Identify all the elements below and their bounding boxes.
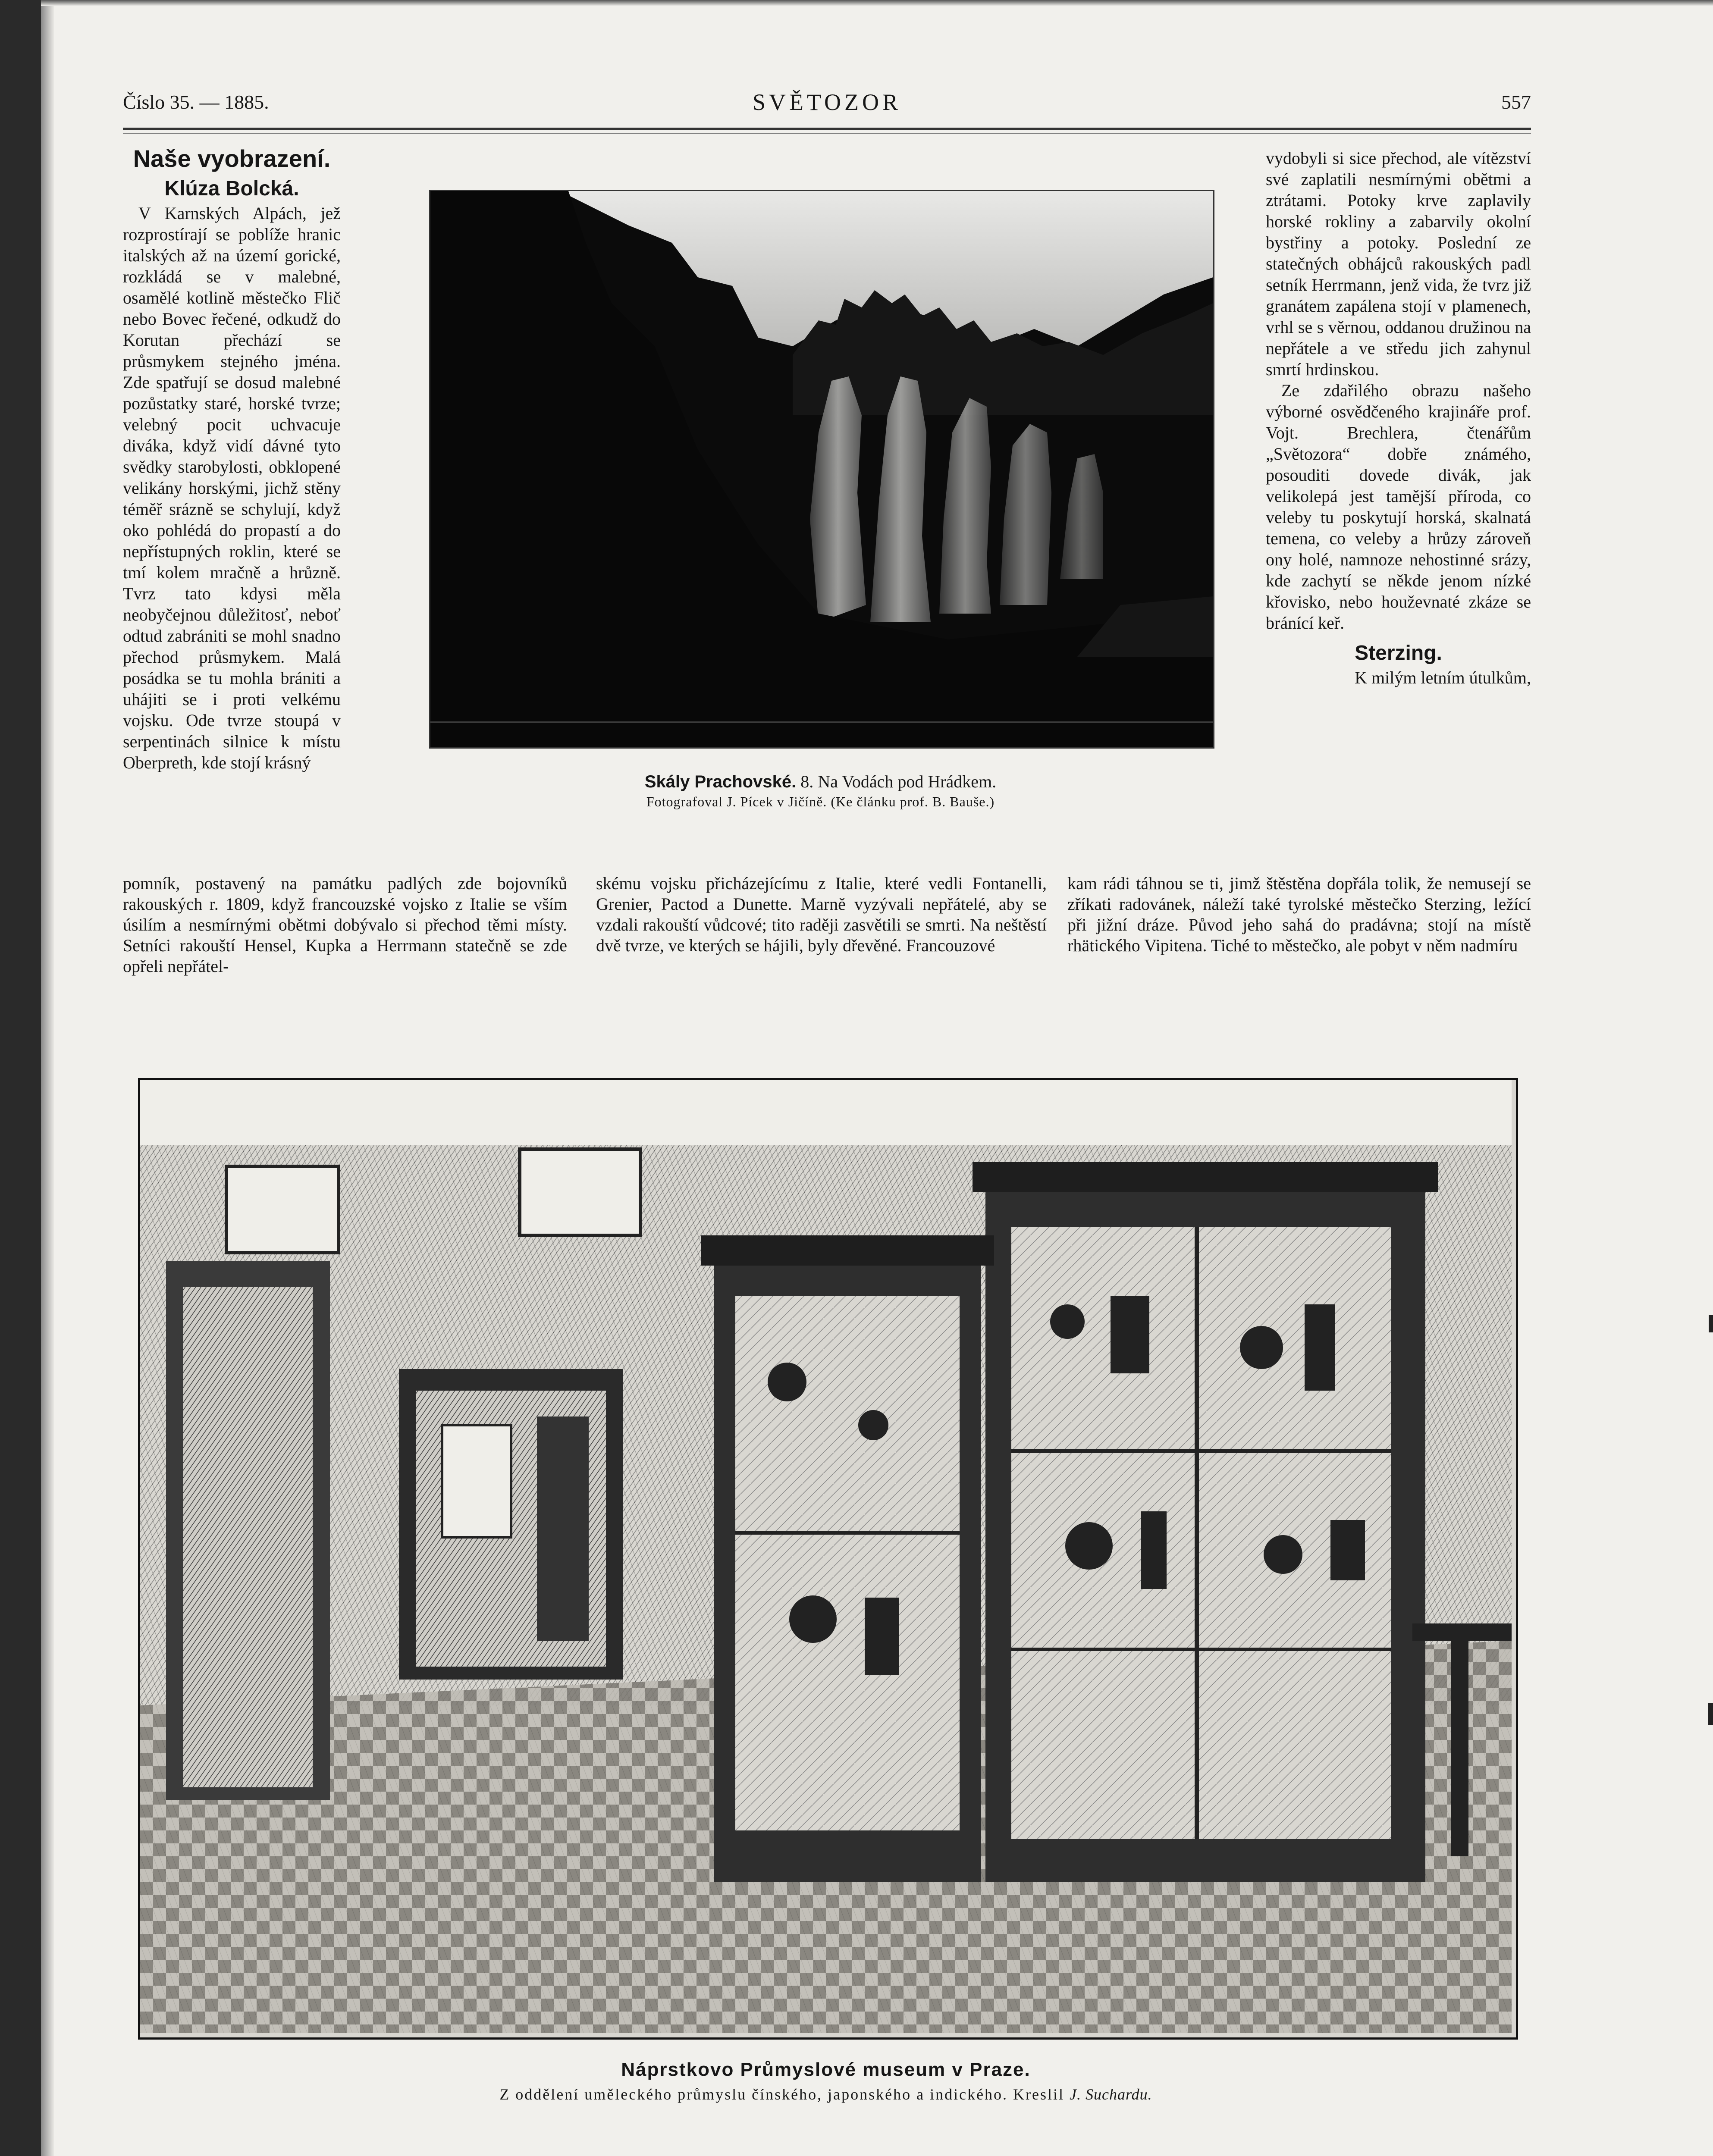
binding-gutter <box>0 0 41 2156</box>
page-number: 557 <box>1501 91 1531 113</box>
header-rule-thin <box>123 133 1531 134</box>
page-edge-mark <box>1709 1315 1713 1332</box>
caption-title: Skály Prachovské. <box>644 772 797 791</box>
sterzing-paragraph-start: K milým letním útulkům, <box>1355 668 1531 687</box>
caption-subtitle: 8. Na Vodách pod Hrádkem. <box>800 772 997 791</box>
page-edge-mark <box>1708 1703 1713 1725</box>
photo-prachov-rocks <box>429 190 1214 749</box>
left-column <box>123 142 341 773</box>
museum-interior-image <box>140 1080 1512 2033</box>
rock-landscape-image <box>430 191 1213 747</box>
bottom-right-text: kam rádi táhnou se ti, jimž štěstěna dopřála tolik, že nemusejí se zříkati radovánek, náleží také tyrolské městečko Sterzing, ležící při jižní dráze. Původ jeho sahá do pradávna; stojí na místě rhätického Vipitena. Tiché to městečko, ale pobyt v něm nadmíru <box>1067 874 1531 955</box>
bottom-middle-text: skému vojsku přicházejícímu z Italie, které vedli Fontanelli, Grenier, Pactod a Dunette. Marně vyzývali nepřátelé, aby se vzdali rakouští vůdcové; tito raději zasvětili se smrti. Na neštěstí dvě tvrze, ve kterých se hájili, byly dřevěné. Francouzové <box>596 874 1047 955</box>
section-heading: Naše vyobrazení. <box>133 145 331 172</box>
right-column <box>1266 147 1531 688</box>
article-heading-kluza: Klúza Bolcká. <box>164 177 299 200</box>
bottom-left-text: pomník, postavený na památku padlých zde bojovníků rakouských r. 1809, když francouzské vojsko z Italie se vším úsilím a nesmírnými obětmi dobývalo si přechod těmi místy. Setníci rakouští Hensel, Kupka a Herrmann statečně se zde opřeli nepřátel- <box>123 874 567 976</box>
issue-number: Číslo 35. — 1885. <box>123 91 269 113</box>
caption-credit: Fotografoval J. Pícek v Jičíně. (Ke článku prof. B. Bauše.) <box>646 794 995 809</box>
bottom-left-column <box>123 873 567 977</box>
engraving-museum-interior <box>138 1078 1518 2040</box>
article-paragraph: V Karnských Alpách, jež rozprostírají se poblíže hranic italských až na území gorické, rozkládá se v malebné, osamělé kotlině městečko Flič nebo Bovec řečené, odkudž do Korutan přechází se průsmykem stejného jména. Zde spatřují se dosud malebné pozůstatky staré, horské tvrze; velebný pocit uchvacuje diváka, když vidí dávné tyto svědky starobylosti, obklopené velikány horskými, jichž stěny téměř srázně se schylují, když oko pohlédá do propastí a do nepřístupných roklin, které se tmí kolem mračně a hrůzně. Tvrz tato kdysi měla neobyčejnou důležitosť, neboť odtud zabrániti se mohl snadno přechod průsmykem. Malá posádka se tu mohla brániti a uhájiti se i proti velkému vojsku. Ode tvrze stoupá v serpentinách silnice k místu Oberpreth, kde stojí krásný <box>123 204 341 772</box>
bottom-middle-column <box>596 873 1047 956</box>
engraving-caption-subtitle: Z oddělení uměleckého průmyslu čínského, japonského a indického. Kreslil <box>499 2086 1065 2103</box>
page-header <box>123 91 1531 121</box>
scan-top-edge <box>41 0 1713 6</box>
binding-shadow <box>41 0 54 2156</box>
engraving-caption-title: Náprstkovo Průmyslové museum v Praze. <box>621 2059 1031 2080</box>
engraving-artist: J. Suchardu. <box>1070 2086 1152 2103</box>
bottom-right-column <box>1067 873 1531 956</box>
photo-caption <box>429 772 1212 812</box>
brechler-paragraph: Ze zdařilého obrazu našeho výborné osvědčeného krajináře prof. Vojt. Brechlera, čtenářům „Světozora“ dobře známého, posouditi dovede divák, jak velikolepá jest tamější příroda, co veleby tu poskytují horská, skalnatá temena, co veleby a hrůzy zároveň ony holé, namnoze nehostinné srázy, kde zachytí se někde jenom nízké křovisko, nebo houževnaté zkáze se bránící keř. <box>1266 381 1531 633</box>
herrmann-paragraph: vydobyli si sice přechod, ale vítězství své zaplatili nesmírnými obětmi a ztrátami. Potoky krve zaplavily horské rokliny a zabarvily okolní bystřiny a potoky. Poslední ze statečných obhájců rakouských padl setník Herrmann, jenž vida, že tvrz již granátem zapálena stojí v plamenech, vrhl se s věrnou, oddanou družinou na nepřátele a ve středu jich zahynul smrtí hrdinskou. <box>1266 148 1531 379</box>
header-rule <box>123 128 1531 130</box>
magazine-title: SVĚTOZOR <box>752 89 902 115</box>
article-heading-sterzing: Sterzing. <box>1355 642 1442 664</box>
engraving-caption <box>138 2057 1514 2106</box>
